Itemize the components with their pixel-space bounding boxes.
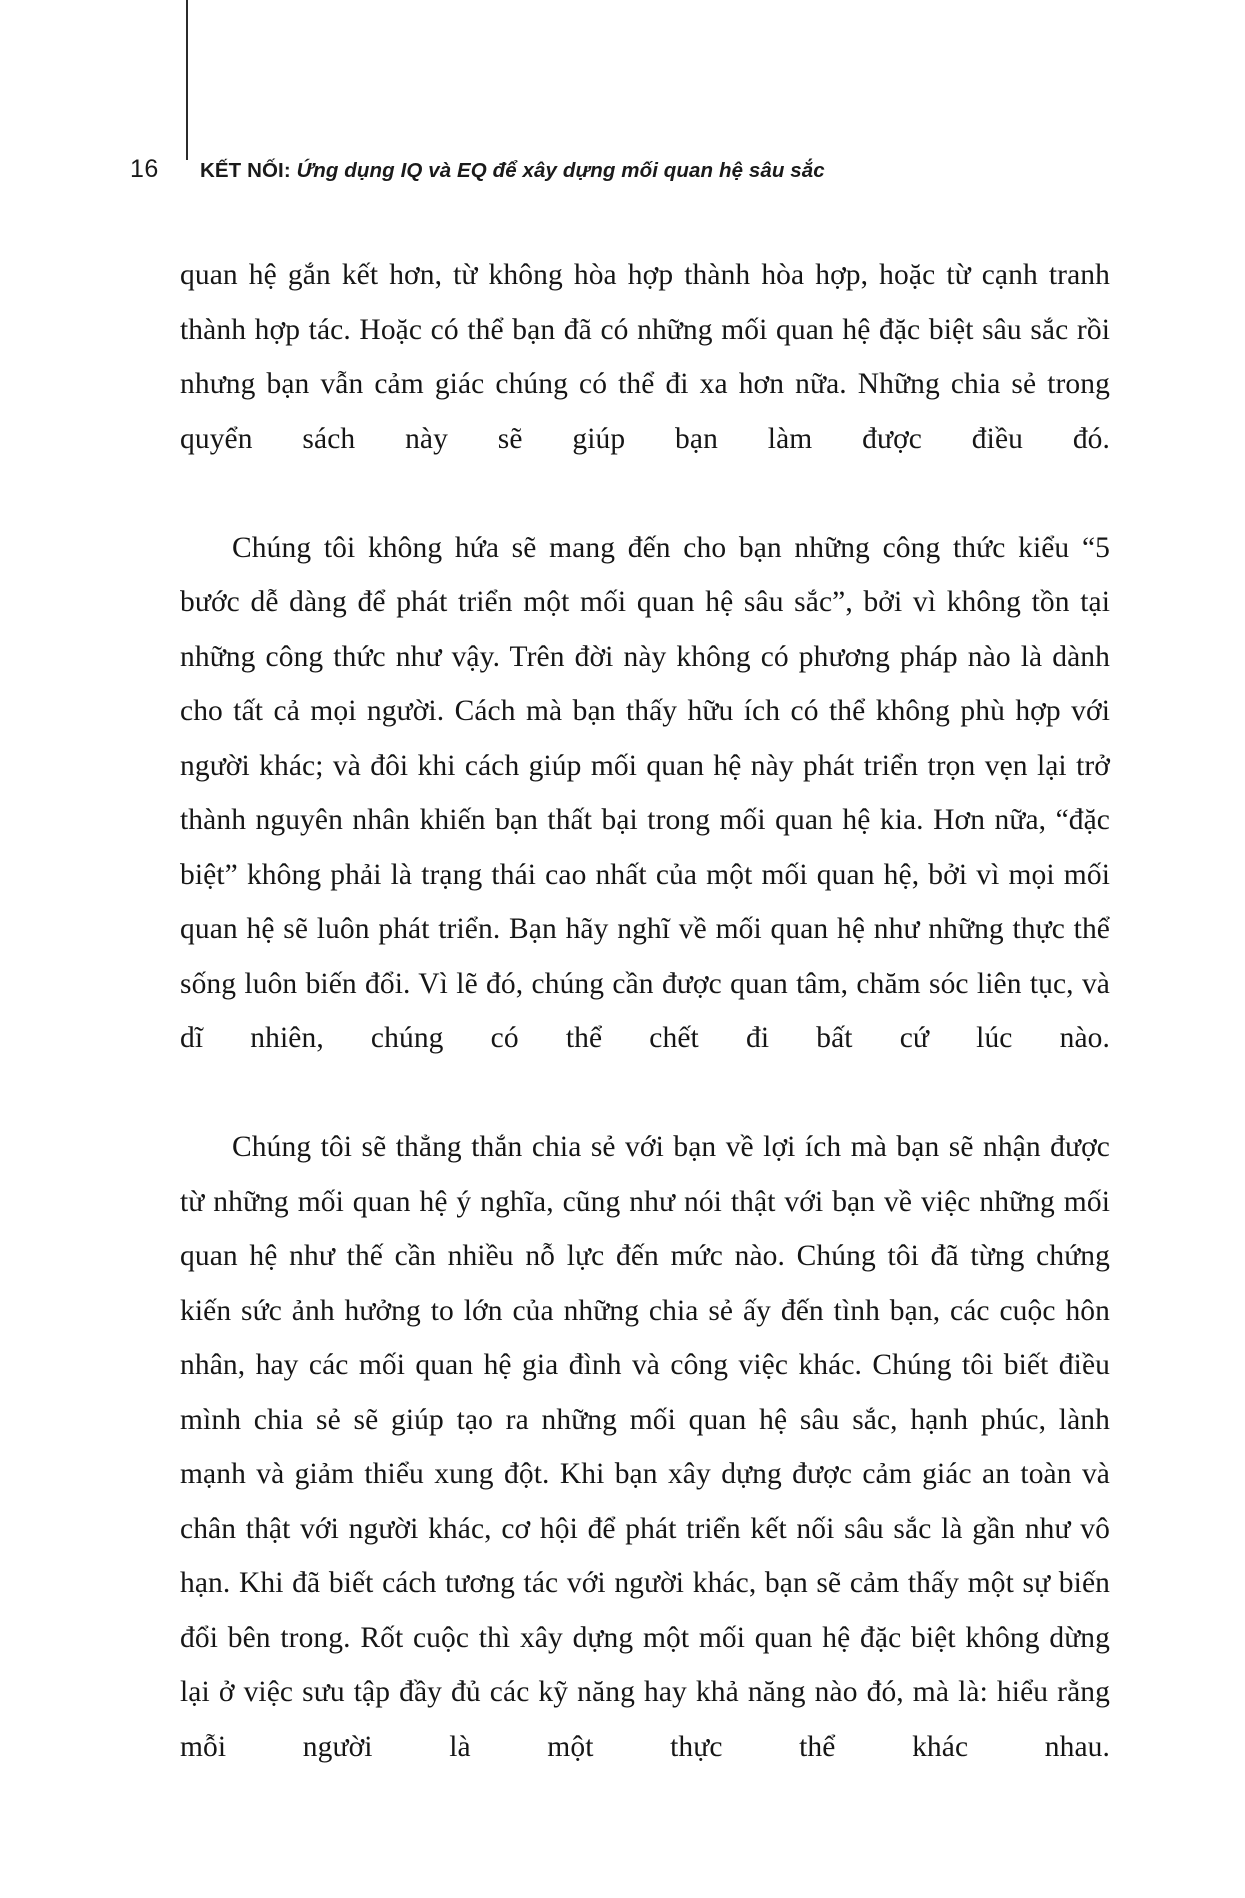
running-head-subtitle: Ứng dụng IQ và EQ để xây dựng mối quan hệ sâu sắc: [296, 159, 825, 182]
paragraph: quan hệ gắn kết hơn, từ không hòa hợp thành hòa hợp, hoặc từ cạnh tranh thành hợp tác. Hoặc có thể bạn đã có những mối quan hệ đặc biệt sâu sắc rồi nhưng bạn vẫn cảm giác chúng có thể đi xa hơn nữa. Những chia sẻ trong quyển sách này sẽ giúp bạn làm được điều đó.: [180, 259, 1110, 455]
paragraph: Chúng tôi không hứa sẽ mang đến cho bạn những công thức kiểu “5 bước dễ dàng để phát triển một mối quan hệ sâu sắc”, bởi vì không tồn tại những công thức như vậy. Trên đời này không có phương pháp nào là dành cho tất cả mọi người. Cách mà bạn thấy hữu ích có thể không phù hợp với người khác; và đôi khi cách giúp mối quan hệ này phát triển trọn vẹn lại trở thành nguyên nhân khiến bạn thất bại trong mối quan hệ kia. Hơn nữa, “đặc biệt” không phải là trạng thái cao nhất của một mối quan hệ, bởi vì mọi mối quan hệ sẽ luôn phát triển. Bạn hãy nghĩ về mối quan hệ như những thực thể sống luôn biến đổi. Vì lẽ đó, chúng cần được quan tâm, chăm sóc liên tục, và dĩ nhiên, chúng có thể chết đi bất cứ lúc nào.: [180, 531, 1110, 1054]
body-text-column: [180, 248, 1110, 1829]
page-number: 16: [130, 155, 159, 183]
paragraph: Chúng tôi sẽ thẳng thắn chia sẻ với bạn về lợi ích mà bạn sẽ nhận được từ những mối quan hệ ý nghĩa, cũng như nói thật với bạn về việc những mối quan hệ như thế cần nhiều nỗ lực đến mức nào. Chúng tôi đã từng chứng kiến sức ảnh hưởng to lớn của những chia sẻ ấy đến tình bạn, các cuộc hôn nhân, hay các mối quan hệ gia đình và công việc khác. Chúng tôi biết điều mình chia sẻ sẽ giúp tạo ra những mối quan hệ sâu sắc, hạnh phúc, lành mạnh và giảm thiểu xung đột. Khi bạn xây dựng được cảm giác an toàn và chân thật với người khác, cơ hội để phát triển kết nối sâu sắc là gần như vô hạn. Khi đã biết cách tương tác với người khác, bạn sẽ cảm thấy một sự biến đổi bên trong. Rốt cuộc thì xây dựng một mối quan hệ đặc biệt không dừng lại ở việc sưu tập đầy đủ các kỹ năng hay khả năng nào đó, mà là: hiểu rằng mỗi người là một thực thể khác nhau.: [180, 1131, 1110, 1763]
header-vertical-rule: [186, 0, 188, 160]
running-head-text: [200, 159, 825, 183]
running-head-title: KẾT NỐI:: [200, 159, 291, 182]
running-head: [130, 155, 1090, 187]
